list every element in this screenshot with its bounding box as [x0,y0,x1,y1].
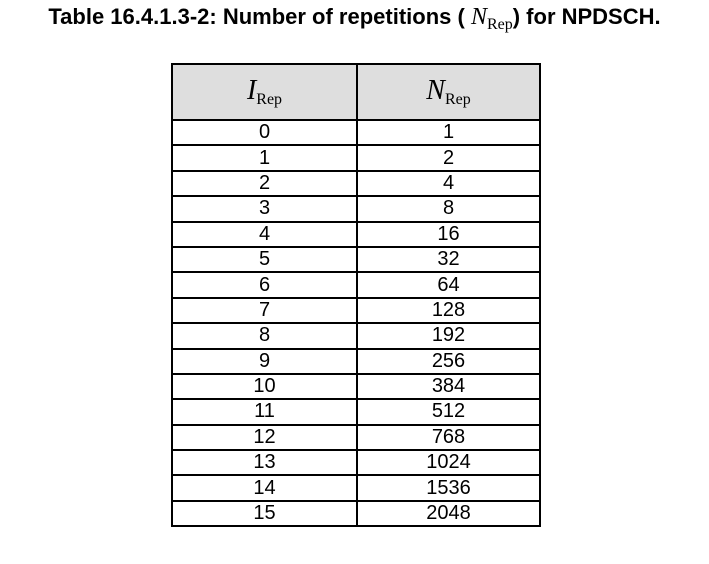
cell-i-rep: 11 [172,399,357,424]
cell-i-rep: 10 [172,374,357,399]
cell-i-rep: 9 [172,349,357,374]
cell-i-rep: 4 [172,222,357,247]
table-row [172,374,540,399]
cell-n-rep: 8 [357,196,540,221]
caption-suffix: ) for NPDSCH. [512,4,661,29]
table-row [172,196,540,221]
table-row [172,501,540,526]
cell-n-rep: 384 [357,374,540,399]
cell-n-rep: 768 [357,425,540,450]
cell-n-rep: 192 [357,323,540,348]
table-row [172,272,540,297]
table-body [172,120,540,526]
table-row [172,120,540,145]
header-n-rep-subscript: Rep [444,91,471,108]
cell-i-rep: 7 [172,298,357,323]
table-row [172,145,540,170]
table-row [172,298,540,323]
cell-i-rep: 3 [172,196,357,221]
header-n-rep [357,64,540,120]
table-row [172,450,540,475]
table-row [172,425,540,450]
caption-symbol-subscript: Rep [486,16,513,33]
caption-prefix: Table 16.4.1.3-2: Number of repetitions ( [48,4,471,29]
table-row [172,323,540,348]
cell-i-rep: 2 [172,171,357,196]
table-row [172,475,540,500]
cell-n-rep: 512 [357,399,540,424]
cell-n-rep: 4 [357,171,540,196]
cell-n-rep: 1536 [357,475,540,500]
cell-i-rep: 8 [172,323,357,348]
cell-i-rep: 5 [172,247,357,272]
cell-i-rep: 15 [172,501,357,526]
cell-n-rep: 2048 [357,501,540,526]
table-row [172,399,540,424]
table-row [172,222,540,247]
table-caption [0,0,709,40]
cell-n-rep: 256 [357,349,540,374]
header-i-rep [172,64,357,120]
cell-i-rep: 0 [172,120,357,145]
table-row [172,247,540,272]
table-header-row [172,64,540,120]
cell-n-rep: 1 [357,120,540,145]
cell-n-rep: 16 [357,222,540,247]
cell-i-rep: 6 [172,272,357,297]
caption-symbol-letter: N [470,4,487,30]
cell-n-rep: 32 [357,247,540,272]
cell-n-rep: 128 [357,298,540,323]
cell-i-rep: 14 [172,475,357,500]
cell-n-rep: 64 [357,272,540,297]
header-n-rep-symbol: N [426,75,445,106]
caption-symbol [470,4,513,33]
cell-i-rep: 1 [172,145,357,170]
table-row [172,171,540,196]
cell-n-rep: 1024 [357,450,540,475]
cell-i-rep: 13 [172,450,357,475]
cell-n-rep: 2 [357,145,540,170]
cell-i-rep: 12 [172,425,357,450]
header-i-rep-subscript: Rep [256,91,283,108]
repetitions-table [171,63,541,527]
table-row [172,349,540,374]
header-i-rep-symbol: I [246,75,257,106]
